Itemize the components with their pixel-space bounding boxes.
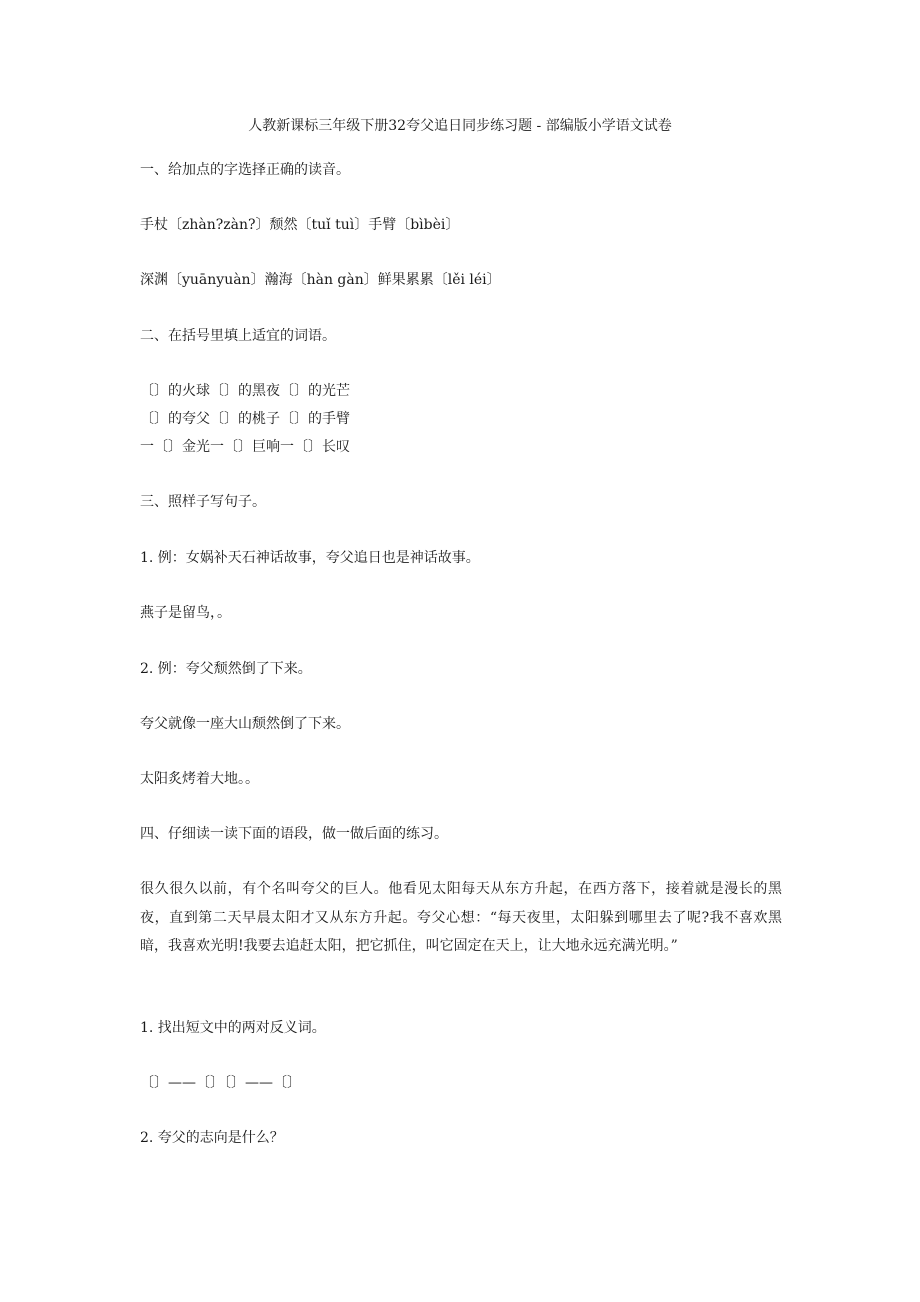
section-3-example-1-prompt: 1. 例：女娲补天石神话故事，夸父追日也是神话故事。 — [140, 550, 480, 566]
section-1-pinyin-line-1: 手杖〔zhàn?zàn?〕颓然〔tuǐ tuì〕手臂〔bìbèi〕 — [140, 217, 460, 233]
page-title: 人教新课标三年级下册32夸父追日同步练习题 - 部编版小学语文试卷 — [248, 118, 672, 134]
section-3-heading: 三、照样子写句子。 — [140, 494, 266, 510]
reading-passage: 很久很久以前，有个名叫夸父的巨人。他看见太阳每天从东方升起，在西方落下，接着就是漫长的黑夜，直到第二天早晨太阳才又从东方升起。夸父心想：“每天夜里，太阳躲到哪里去了呢?我不喜欢黑暗，我喜欢光明!我要去追赶太阳，把它抓住，叫它固定在天上，让大地永远充满光明。” — [140, 881, 782, 954]
section-1-pinyin-line-2: 深渊〔yuānyuàn〕瀚海〔hàn gàn〕鲜果累累〔lěi léi〕 — [140, 272, 501, 288]
section-2-fill-line-2: 〔〕的夸父〔〕的桃子〔〕的手臂 — [140, 411, 350, 427]
question-2: 2. 夸父的志向是什么？ — [140, 1130, 284, 1146]
section-3-example-2-prompt: 2. 例：夸父颓然倒了下来。 — [140, 661, 312, 677]
section-4-heading: 四、仔细读一读下面的语段，做一做后面的练习。 — [140, 826, 448, 842]
section-2-fill-line-1: 〔〕的火球〔〕的黑夜〔〕的光芒 — [140, 383, 350, 399]
section-3-example-1-task: 燕子是留鸟，。 — [140, 605, 231, 621]
question-1-blanks: 〔〕——〔〕〔〕——〔〕 — [140, 1075, 301, 1091]
section-1-heading: 一、给加点的字选择正确的读音。 — [140, 162, 350, 178]
section-3-example-2-task: 太阳炙烤着大地。。 — [140, 771, 259, 787]
section-2-fill-line-3: 一〔〕金光一〔〕巨响一〔〕长叹 — [140, 439, 350, 455]
question-1: 1. 找出短文中的两对反义词。 — [140, 1020, 326, 1036]
section-2-heading: 二、在括号里填上适宜的词语。 — [140, 328, 336, 344]
section-3-example-2-sample: 夸父就像一座大山颓然倒了下来。 — [140, 716, 350, 732]
